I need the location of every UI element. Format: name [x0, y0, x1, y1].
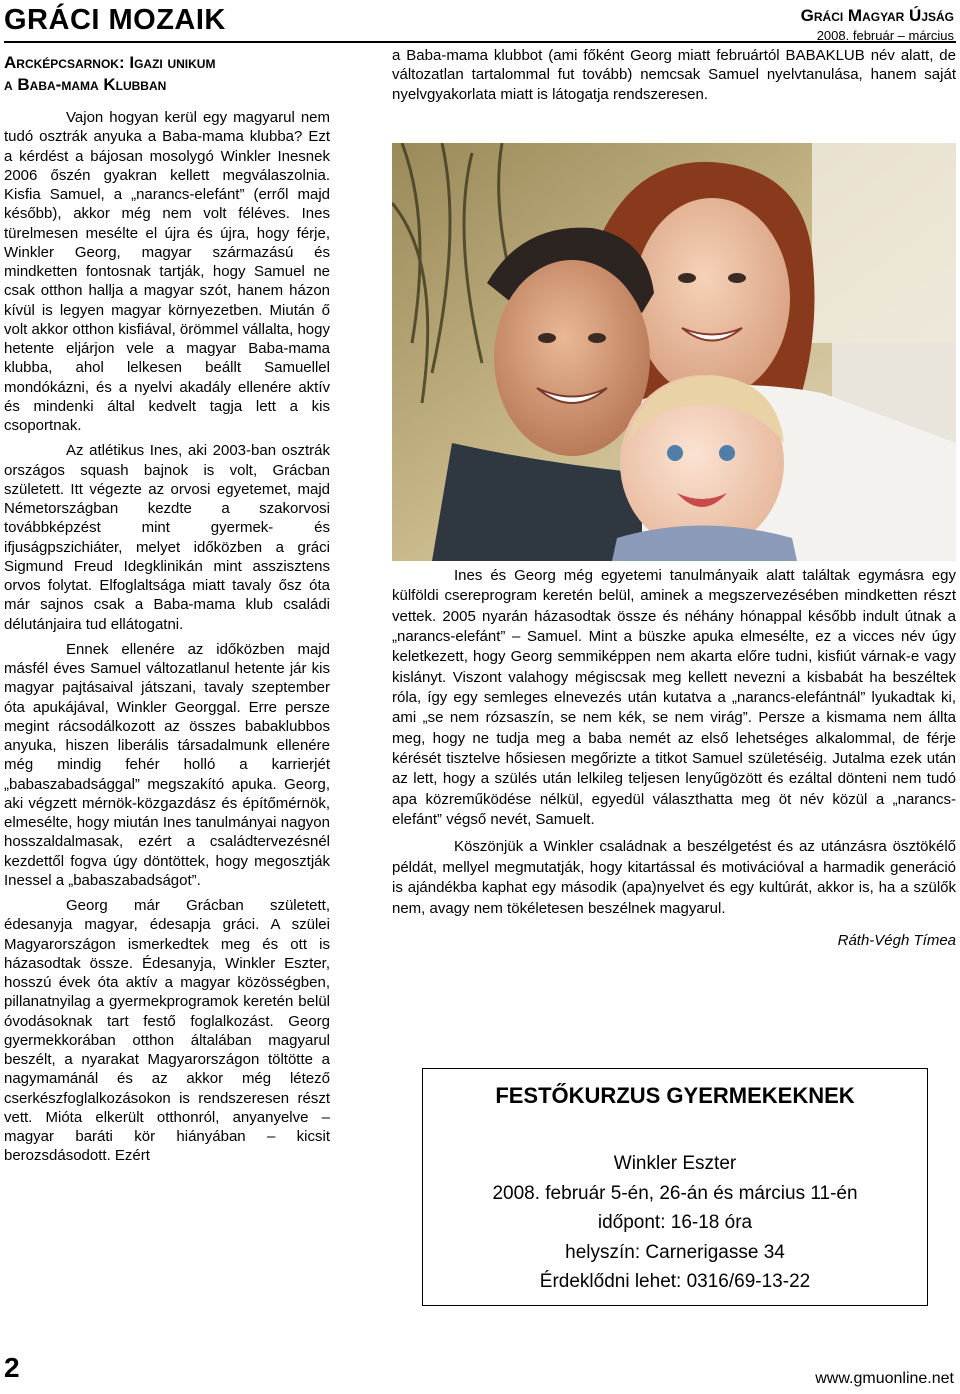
- event-line: időpont: 16-18 óra: [597, 1212, 753, 1233]
- headline-prefix: Arcképcsarnok:: [4, 53, 125, 72]
- issue-date: 2008. február – március: [816, 28, 954, 43]
- article-paragraph: Georg már Grácban született, édesanyja magyar, édesapja gráci. A szülei Magyarországon ismerkedtek meg és ott is házasodtak össze. Édesanyja, Winkler Eszter, hosszú évek óta aktív a magyar közösségben, pillanatnyilag a gyermekprogramok keretén belül óvodásoknak tart festő foglalkozást. Georg gyermekkorában otthon általában magyarul beszélt, a nyarakat Magyarországon töltötte a nagymamánál és az akkor még létező cserkészfoglalkozásokon is rendszeresen részt vett. Mióta elkerült otthonról, anyanyelve – magyar baráti kör hiányában – kicsit berozsdásodott. Ezért: [4, 897, 330, 1165]
- publication-info: [801, 6, 954, 43]
- author-signature: Ráth-Végh Tímea: [837, 931, 956, 949]
- section-title: GRÁCI MOZAIK: [4, 4, 226, 36]
- family-photo-image: [392, 143, 956, 561]
- article-headline: [4, 52, 330, 96]
- event-details: [423, 1149, 927, 1297]
- article-continuation: a Baba-mama klubbot (ami főként Georg miatt februártól BABAKLUB név alatt, de változatlan tartalommal fut tovább) nemcsak Samuel nyelvtanulása, hanem saját nyelvgyakorlata miatt is látogatja rendszeresen.: [392, 47, 956, 103]
- article-paragraph: Ines és Georg még egyetemi tanulmányaik alatt találtak egymásra egy külföldi csereprogram keretén belül, aminek a megszervezésében mindketten részt vettek. 2005 nyarán házasodtak össze és néhány hónappal később indult útnak a „narancs-elefánt” – Samuel. Mint a büszke apuka elmesélte, ez a vicces név úgy keletkezett, hogy Georg semmiképpen nem akarta előre tudni, kisfiút várnak-e vagy kislányt. Viszont valahogy mégiscsak meg kellett nevezni a kisbabát ha beszéltek róla, így egy semleges elnevezés után kutatva a „narancs-elefántnál” lyukadtak ki, ami „se nem rózsaszín, se nem kék, se nem virág”. Persze a kismama nem állta meg, hogy ne tudja meg a baba nemét az első lehetséges alkalommal, de férje kérését tisztelve hősiesen megőrizte a titkot Samuel születéséig. Jutalma ezek után az lett, hogy a szülés után lelkileg teljesen lenyűgözött és ezáltal dönteni nem tudó apa közreműködése nélkül, egyedül választhatta meg öt név közül a „narancs-elefánt” végső nevét, Samuelt.: [392, 567, 956, 829]
- header-rule: [4, 41, 956, 43]
- article-left-column: [4, 52, 330, 1166]
- article-right-lower: [392, 566, 956, 951]
- event-title: FESTŐKURZUS GYERMEKEKNEK: [495, 1083, 855, 1108]
- headline-rest: Igazi unikum: [129, 53, 216, 72]
- publication-name: Gráci Magyar Újság: [800, 6, 954, 25]
- event-line: 2008. február 5-én, 26-án és március 11-én: [492, 1182, 858, 1204]
- family-photo: [392, 143, 956, 561]
- event-line: Érdeklődni lehet: 0316/69-13-22: [539, 1271, 811, 1292]
- headline-line2: a Baba-mama Klubban: [4, 75, 167, 94]
- event-line: Winkler Eszter: [613, 1153, 737, 1174]
- article-paragraph: Köszönjük a Winkler családnak a beszélgetést és az utánzásra ösztökélő példát, mellyel megmutatják, hogy kitartással és motivációval a harmadik generáció is ajándékba kaphat egy második (apa)nyelvet és egy kultúrát, akkor is, ha a szülők nem, avagy nem tökéletesen beszélnek magyarul.: [392, 838, 956, 917]
- article-paragraph: Vajon hogyan kerül egy magyarul nem tudó osztrák anyuka a Baba-mama klubba? Ezt a kérdést a bájosan mosolygó Winkler Inesnek 2006 őszén gyakran kellett megválaszolnia. Kisfia Samuel, a „narancs-elefánt” (erről majd később), akkor még nem volt féléves. Ines türelmesen mesélte el újra és újra, hogy férje, Winkler Georg, magyar származású és mindketten fontosnak tartják, hogy Samuel ne csak otthon hallja a magyar szót, hanem házon kívül is legyen magyar környezetben. Miután ő volt akkor otthon kisfiával, örömmel vállalta, hogy hetente eljárjon vele a magyar Baba-mama klubba, ahol lelkesen beállt Samuellel mondókázni, és a nyelvi akadály ellenére aktív és mindenki által kedvelt tagja lett a kis csoportnak.: [4, 109, 330, 434]
- page-number: 2: [4, 1352, 20, 1383]
- article-right-column: [392, 46, 956, 104]
- event-line: helyszín: Carnerigasse 34: [565, 1241, 785, 1263]
- event-announcement: [422, 1068, 928, 1306]
- article-paragraph: Ennek ellenére az időközben majd másfél éves Samuel változatlanul hetente jár kis magyar pajtásaival játszani, tavaly szeptember óta apukájával, Winkler Georggal. Erre persze megint rácsodálkozott az összes babaklubbos anyuka, hiszen liberális társadalmunk ellenére még mindig fehér holló a karrierjét „babaszabadsággal” megszakító apuka. Georg, aki végzett mérnök-közgazdász és építőmérnök, elmesélte, hogy miután Ines tanulmányai nagyon hosszaldalmasak, ezért a családtervezésnél kezdettől fogva úgy döntöttek, hogy megosztják Inessel a „babaszabadságot”.: [4, 640, 330, 889]
- article-paragraph: Az atlétikus Ines, aki 2003-ban osztrák országos squash bajnok is volt, Grácban született. Itt végezte az orvosi egyetemet, majd Németországban kezdte a szakorvosi továbbképzést mint gyermek- és ifjuságpszichiáter, melyet időközben a gráci Sigmund Freud Idegklinikán mint asszisztens orvos folytat. Elfoglaltsága miatt tavaly ősz óta már sajnos csak a Baba-mama klub családi délutánjaira tud ellátogatni.: [4, 442, 330, 633]
- website-url: www.gmuonline.net: [815, 1370, 954, 1387]
